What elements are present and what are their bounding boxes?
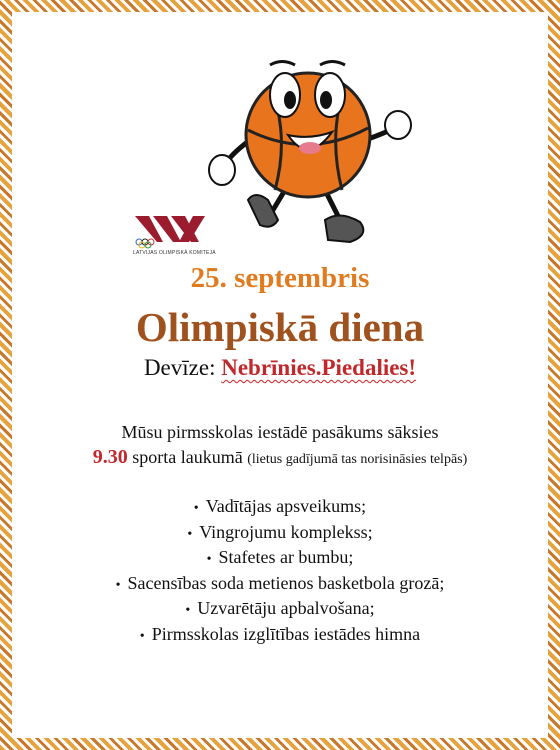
motto-value: Nebrīnies.Piedalies! [221,355,417,380]
list-item: • Pirmsskolas izglītības iestādes himna [0,623,560,649]
intro-text: Mūsu pirmsskolas iestādē pasākums sāksies [121,422,439,442]
event-date: 25. septembris [190,262,370,294]
list-item: • Sacensības soda metienos basketbola grozā; [0,572,560,598]
basketball-mascot-icon [200,40,430,255]
motto-label: Devīze: [143,355,216,380]
list-item: • Uzvarētāju apbalvošana; [0,597,560,623]
event-title: Olimpiskā diena [135,304,425,350]
program-list [0,495,560,648]
list-item: • Stafetes ar bumbu; [0,546,560,572]
logo-caption: LATVIJAS OLIMPISKĀ KOMITEJA [133,250,216,256]
list-item: • Vadītājas apsveikums; [0,495,560,521]
start-time: 9.30 [92,446,128,468]
rain-note: (lietus gadījumā tas norisināsies telpās) [247,452,468,467]
list-item: • Vingrojumu komplekss; [0,521,560,547]
event-details [58,420,502,470]
event-motto [0,355,560,381]
event-place: sporta laukumā [132,447,243,467]
